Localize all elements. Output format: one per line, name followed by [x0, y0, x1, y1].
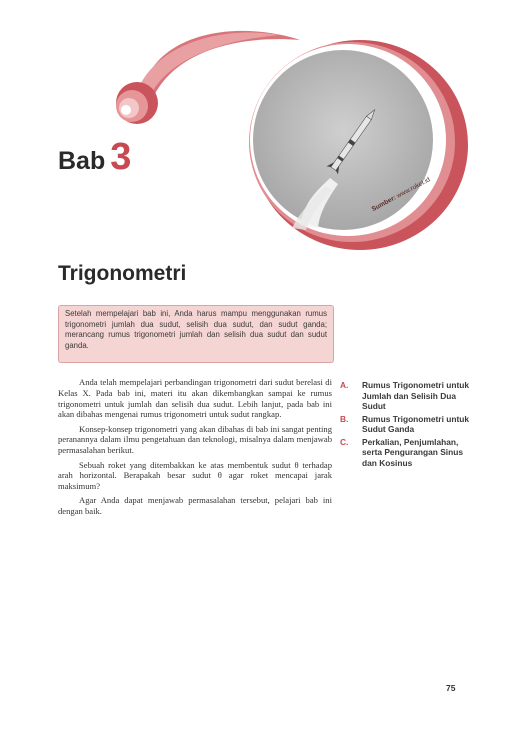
intro-paragraph-3: Sebuah roket yang ditembakkan ke atas membentuk sudut θ terhadap arah horizontal. Berapakah besar sudut θ agar roket mencapai jarak maksimum?	[58, 459, 332, 492]
chapter-contents	[340, 380, 470, 470]
chapter-word: Bab	[58, 147, 106, 175]
toc-letter: B.	[340, 413, 349, 424]
learning-objective-box: Setelah mempelajari bab ini, Anda harus mampu menggunakan rumus trigonometri jumlah dua sudut, selisih dua sudut, dan sudut ganda; merancang rumus trigonometri jumlah dan selisih dua sudut dan sudut ganda.	[58, 305, 334, 363]
chapter-title: Trigonometri	[58, 262, 187, 285]
page-number: 75	[446, 683, 456, 693]
chapter-label	[58, 136, 131, 176]
toc-letter: C.	[340, 436, 349, 447]
toc-letter: A.	[340, 380, 349, 390]
toc-item-b	[340, 414, 470, 435]
toc-item-a	[340, 380, 470, 412]
intro-paragraph-1: Anda telah mempelajari perbandingan trigonometri dari sudut berelasi di Kelas X. Pada bab ini, materi itu akan dikembangkan sampai ke rumus trigonometri untuk jumlah dan selisih dua sudut. Lebih lanjut, pada bab ini akan dibahas mengenai rumus trigonometri untuk sudut rangkap.	[58, 377, 332, 420]
intro-paragraph-4: Agar Anda dapat menjawab permasalahan tersebut, pelajari bab ini dengan baik.	[58, 495, 332, 517]
photo-source: Sumber: www.roket.id	[370, 176, 432, 213]
toc-item-c	[340, 437, 470, 469]
rocket-photo	[253, 50, 433, 230]
chapter-number: 3	[110, 136, 132, 178]
toc-text: Rumus Trigonometri untuk Sudut Ganda	[362, 413, 470, 434]
toc-text: Rumus Trigonometri untuk Jumlah dan Selisih Dua Sudut	[362, 380, 470, 411]
chapter-decoration	[0, 0, 513, 260]
decorative-circles	[116, 82, 158, 124]
chapter-intro	[58, 377, 332, 521]
intro-paragraph-2: Konsep-konsep trigonometri yang akan dibahas di bab ini sangat penting peranannya dalam ilmu pengetahuan dan teknologi, misalnya dalam menjawab permasalahan berikut.	[58, 423, 332, 456]
toc-text: Perkalian, Penjumlahan, serta Pengurangan Sinus dan Kosinus	[362, 436, 463, 468]
